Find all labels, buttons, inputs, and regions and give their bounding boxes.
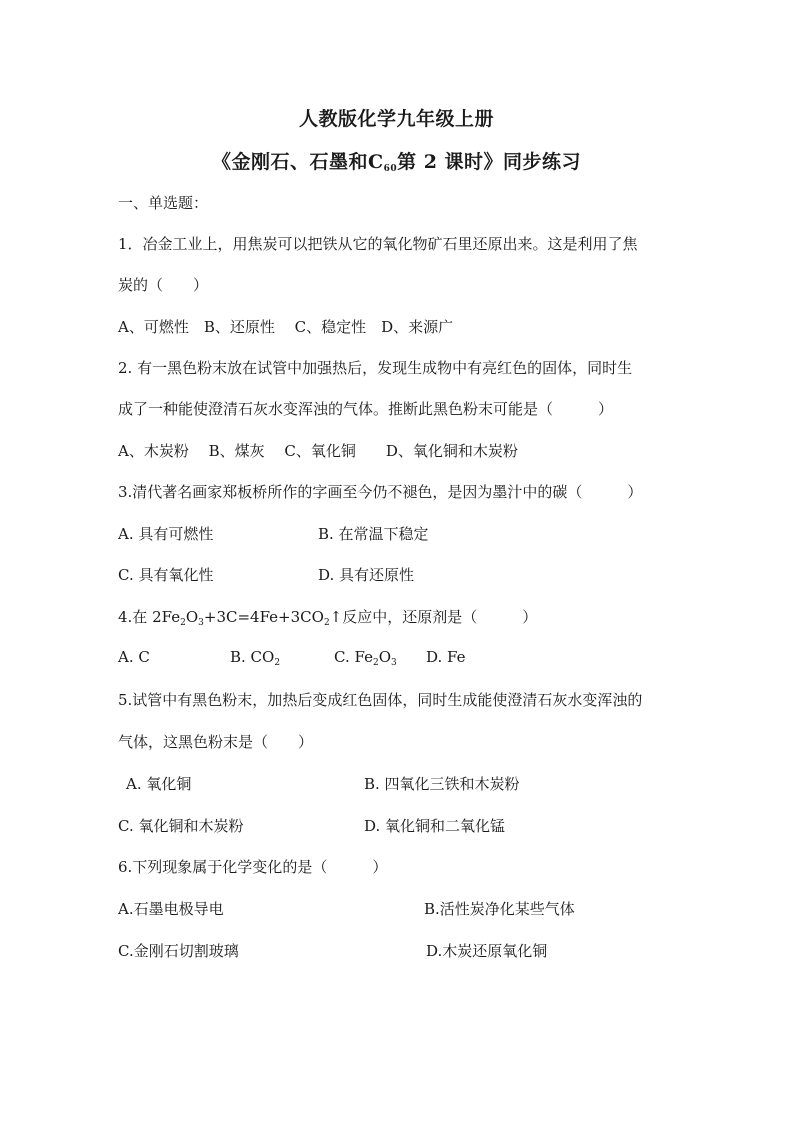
subtitle-prefix: 《金刚石、石墨和 xyxy=(211,151,368,173)
q4-pre: 4.在 2Fe xyxy=(118,608,181,626)
q2-line1: 2. 有一黑色粉末放在试管中加强热后，发现生成物中有亮红色的固体，同时生 xyxy=(118,359,633,377)
q4-option-b-text: B. CO xyxy=(230,648,275,666)
section-heading: 一、单选题： xyxy=(118,194,209,212)
q4-option-b-sub: 2 xyxy=(274,658,281,668)
q4-option-c-mid: O xyxy=(378,648,391,666)
q5-option-b: B. 四氧化三铁和木炭粉 xyxy=(364,775,520,793)
subtitle-sub-60: 60 xyxy=(383,164,398,174)
q4-option-c-text: C. Fe xyxy=(334,648,373,666)
q4-option-c-sub-2: 3 xyxy=(391,658,397,668)
q2-line2: 成了一种能使澄清石灰水变浑浊的气体。推断此黑色粉末可能是（ ） xyxy=(118,400,614,418)
document-title: 人教版化学九年级上册 xyxy=(298,108,494,130)
q1-line1: 1．冶金工业上，用焦炭可以把铁从它的氧化物矿石里还原出来。这是利用了焦 xyxy=(118,235,638,253)
q4-mid-1: O xyxy=(185,608,199,626)
q1-options: A、可燃性 B、还原性 C、稳定性 D、来源广 xyxy=(118,318,454,336)
q5-option-d: D. 氧化铜和二氧化锰 xyxy=(364,817,506,835)
subtitle-suffix: 第 2 课时》同步练习 xyxy=(397,151,582,173)
q3-option-a: A. 具有可燃性 xyxy=(118,525,214,543)
q4-option-a: A. C xyxy=(118,648,150,666)
q6-option-a: A.石墨电极导电 xyxy=(118,900,224,918)
q5-line2: 气体，这黑色粉末是（ ） xyxy=(118,733,314,751)
q6-option-c: C.金刚石切割玻璃 xyxy=(118,942,239,960)
q6-option-b: B.活性炭净化某些气体 xyxy=(424,900,575,918)
q5-option-c: C. 氧化铜和木炭粉 xyxy=(118,817,244,835)
document-subtitle xyxy=(0,147,793,174)
q3-option-b: B. 在常温下稳定 xyxy=(318,525,429,543)
q4-option-c xyxy=(334,648,397,666)
q4-option-b xyxy=(230,648,280,666)
q4-option-c-sub-1: 2 xyxy=(372,658,379,668)
q6-option-d: D.木炭还原氧化铜 xyxy=(426,942,548,960)
q5-line1: 5.试管中有黑色粉末，加热后变成红色固体，同时生成能使澄清石灰水变浑浊的 xyxy=(118,691,643,709)
subtitle-c: C xyxy=(367,151,384,173)
q3-option-d: D. 具有还原性 xyxy=(318,566,415,584)
q4-line1 xyxy=(118,606,537,627)
q4-post: ↑反应中，还原剂是（ ） xyxy=(329,608,538,626)
q6-line1: 6.下列现象属于化学变化的是（ ） xyxy=(118,858,388,876)
q4-option-d: D. Fe xyxy=(426,648,466,666)
q2-options: A、木炭粉 B、煤灰 C、氧化铜 D、氧化铜和木炭粉 xyxy=(118,442,518,460)
q4-sub-2: 3 xyxy=(198,618,204,628)
q4-sub-3: 2 xyxy=(323,618,330,628)
q4-sub-1: 2 xyxy=(180,618,186,628)
q5-option-a: A. 氧化铜 xyxy=(126,775,192,793)
q1-line2: 炭的（ ） xyxy=(118,276,209,294)
q3-option-c: C. 具有氧化性 xyxy=(118,566,214,584)
q4-mid-2: +3C=4Fe+3CO xyxy=(203,608,324,626)
q3-line1: 3.清代著名画家郑板桥所作的字画至今仍不褪色，是因为墨汁中的碳（ ） xyxy=(118,483,643,501)
